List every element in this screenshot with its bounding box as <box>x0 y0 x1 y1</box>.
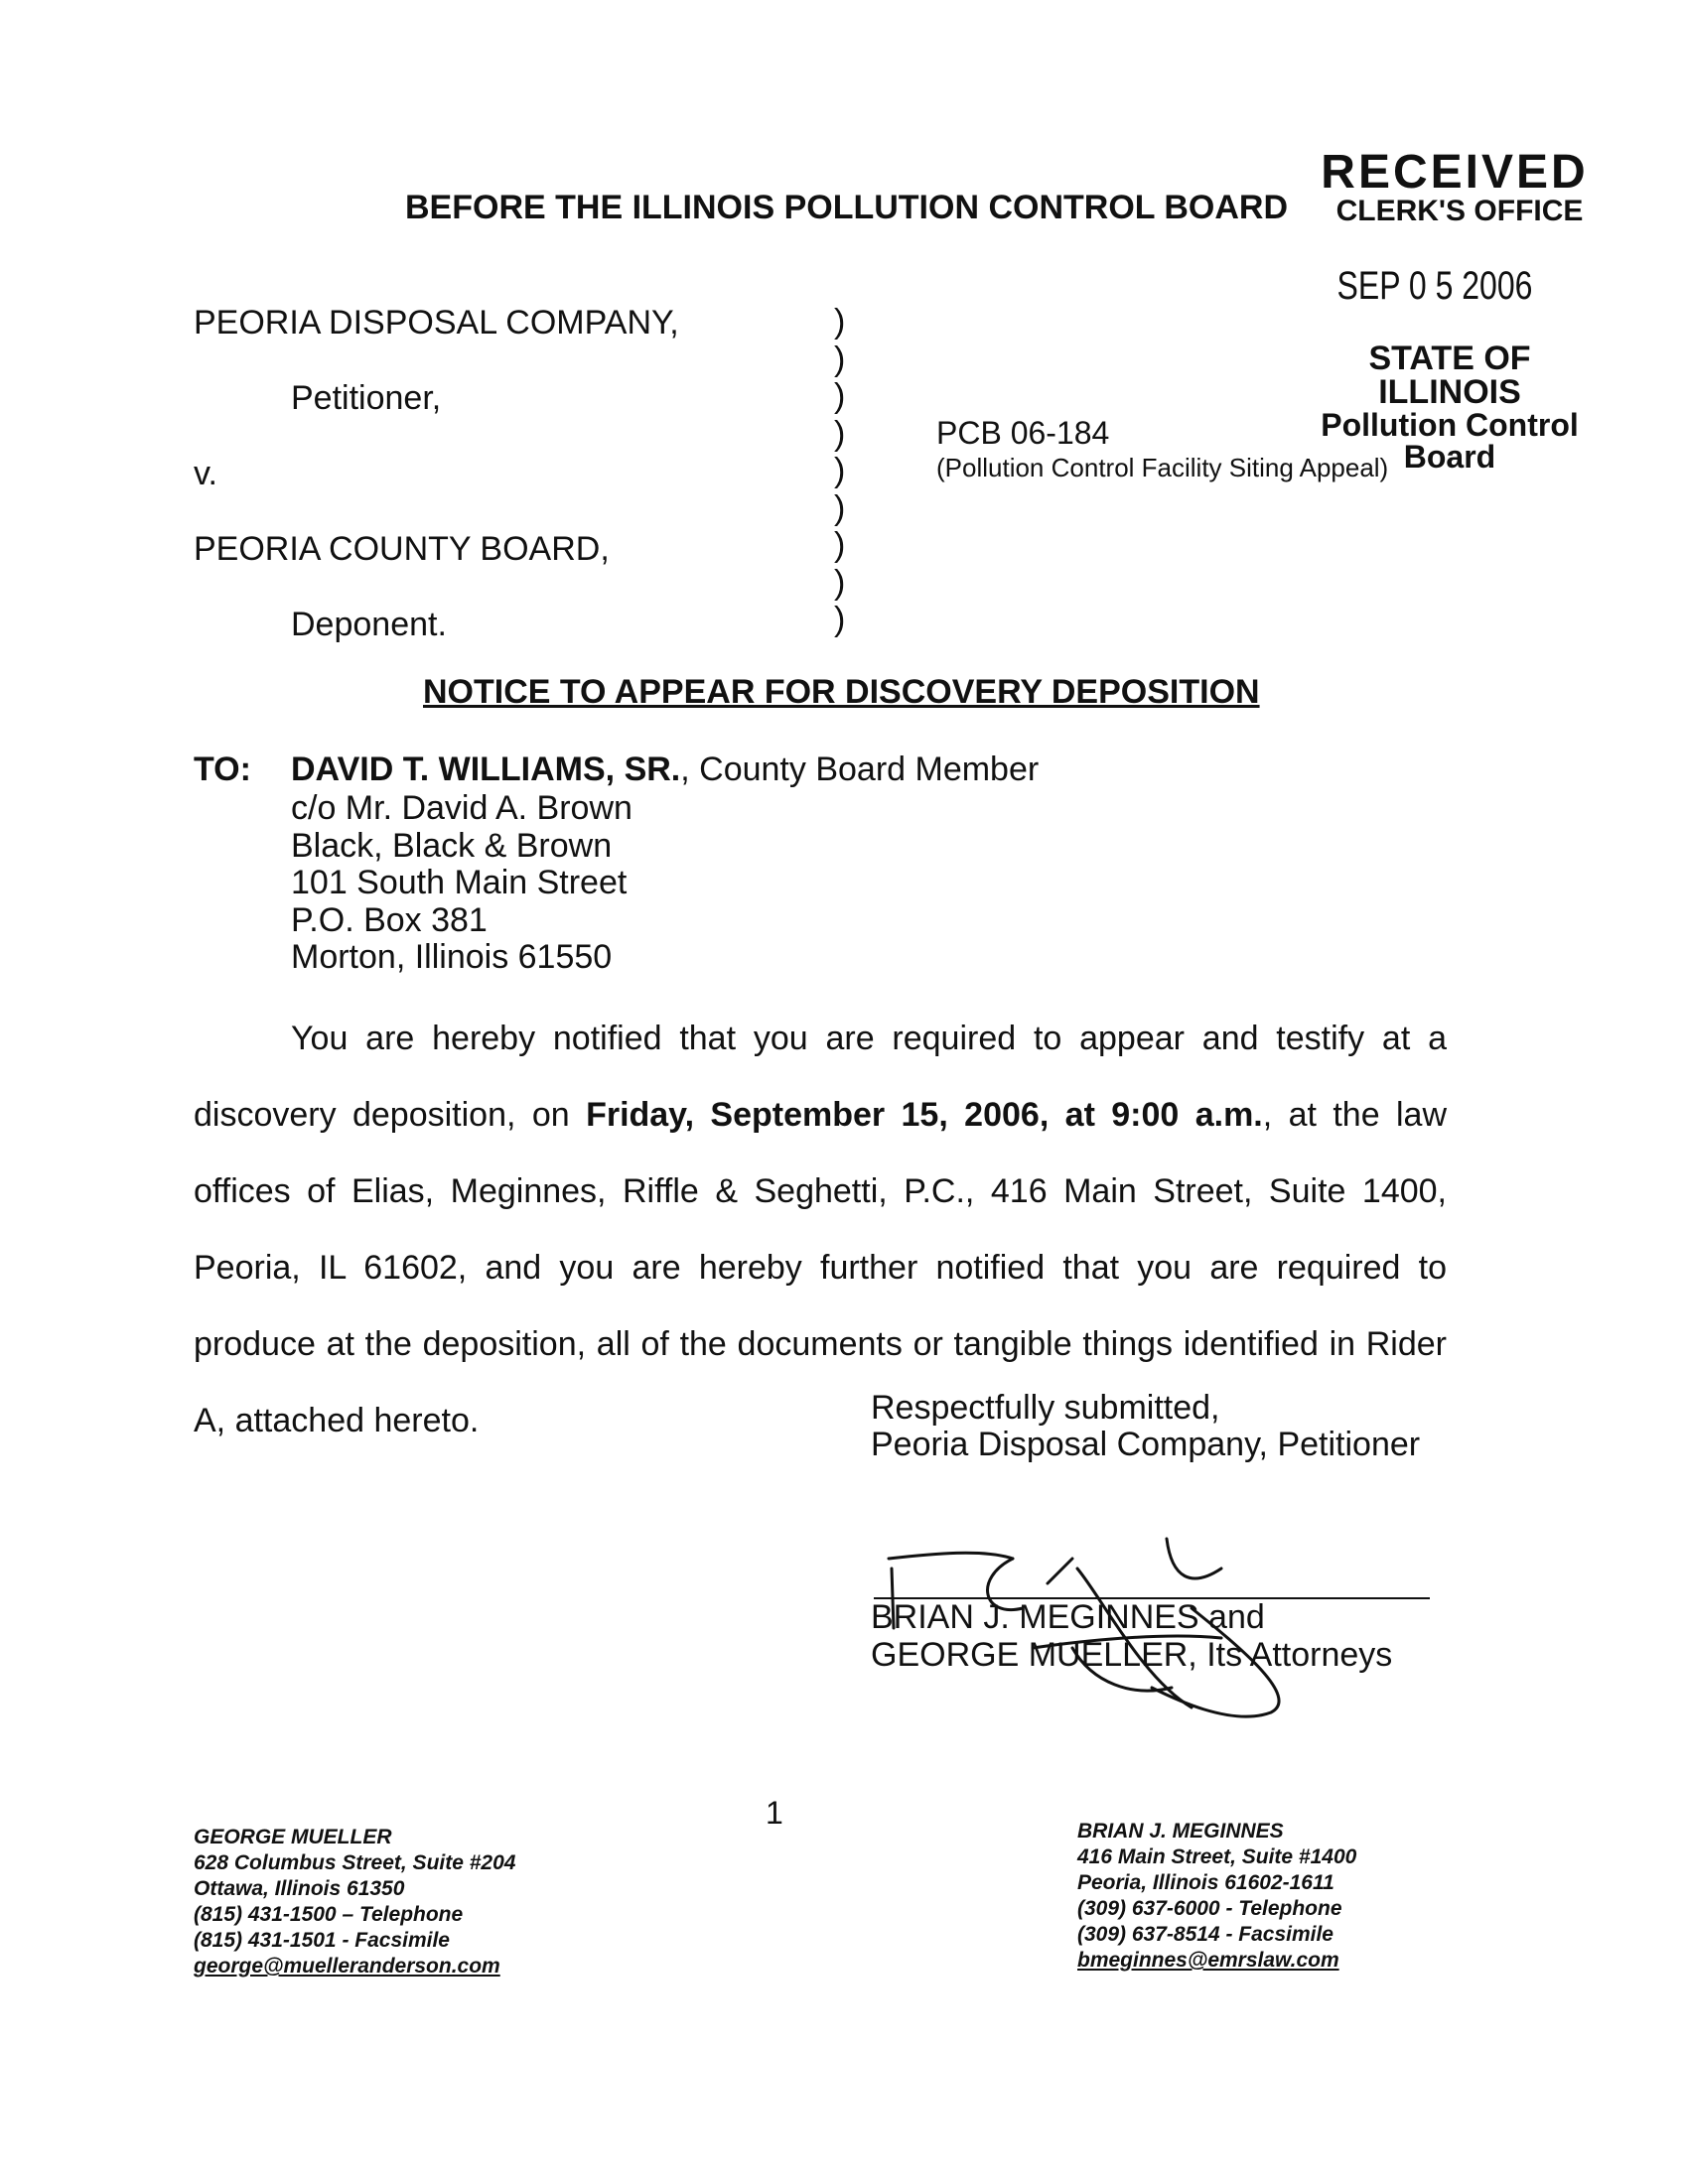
page-title: BEFORE THE ILLINOIS POLLUTION CONTROL BOARD <box>405 189 1289 226</box>
recipient-line <box>291 752 1039 786</box>
stamp-received: RECEIVED <box>1321 146 1589 199</box>
footer-right-phone: (309) 637-6000 - Telephone <box>1077 1897 1342 1920</box>
page-number: 1 <box>766 1795 783 1831</box>
versus-label: v. <box>194 455 217 492</box>
footer-right-city: Peoria, Illinois 61602-1611 <box>1077 1871 1334 1894</box>
body-text-1: You are hereby notified that you are required to appear and testify at a discovery deposition, on <box>194 1020 1447 1134</box>
petitioner-role: Petitioner, <box>291 379 442 417</box>
recipient-name: DAVID T. WILLIAMS, SR. <box>291 751 681 788</box>
footer-left-city: Ottawa, Illinois 61350 <box>194 1877 405 1900</box>
address-line: Morton, Illinois 61550 <box>291 938 613 976</box>
respondent-role: Deponent. <box>291 606 447 643</box>
footer-left-email-link[interactable]: george@muelleranderson.com <box>194 1955 500 1978</box>
paren: ) <box>834 526 846 564</box>
to-label: TO: <box>194 751 251 788</box>
paren: ) <box>834 563 846 602</box>
footer-right <box>1077 1819 1356 1974</box>
received-stamp <box>1261 146 1599 475</box>
footer-right-name: BRIAN J. MEGINNES <box>1077 1820 1284 1843</box>
footer-left-fax: (815) 431-1501 - Facsimile <box>194 1929 450 1952</box>
footer-left-name: GEORGE MUELLER <box>194 1826 392 1848</box>
stamp-clerk-office: CLERK'S OFFICE <box>1335 195 1584 227</box>
address-line: c/o Mr. David A. Brown <box>291 789 632 827</box>
body-text-2: , at the law offices of Elias, Meginnes, Riffle & Seghetti, P.C., 416 Main Street, Suite 1400, Peoria, IL 61602, and you are hereby further notified that you are required to produce at the deposition, all of the documents or tangible things identified in Rider A, attached hereto. <box>194 1096 1448 1439</box>
case-number: PCB 06-184 <box>936 415 1110 451</box>
address-line: Black, Black & Brown <box>291 826 613 865</box>
respondent-name: PEORIA COUNTY BOARD, <box>194 530 610 568</box>
case-type: (Pollution Control Facility Siting Appeal) <box>936 453 1389 482</box>
footer-right-fax: (309) 637-8514 - Facsimile <box>1077 1923 1333 1946</box>
paren: ) <box>834 601 846 638</box>
footer-left-street: 628 Columbus Street, Suite #204 <box>194 1851 516 1874</box>
paren: ) <box>834 414 846 453</box>
footer-right-email-link[interactable]: bmeginnes@emrslaw.com <box>1077 1949 1339 1972</box>
attorney-line-2: GEORGE MUELLER, Its Attorneys <box>871 1636 1393 1674</box>
petitioner-name: PEORIA DISPOSAL COMPANY, <box>194 304 679 341</box>
footer-left-phone: (815) 431-1500 – Telephone <box>194 1903 464 1926</box>
address-line: P.O. Box 381 <box>291 900 488 939</box>
paren: ) <box>834 452 846 489</box>
paren: ) <box>834 377 846 415</box>
recipient-address <box>291 790 632 977</box>
signature-block <box>871 1390 1420 1463</box>
footer-left <box>194 1825 515 1979</box>
footer-right-street: 416 Main Street, Suite #1400 <box>1077 1845 1357 1868</box>
stamp-board: Pollution Control Board <box>1321 407 1579 475</box>
paren: ) <box>834 303 846 341</box>
stamp-state: STATE OF ILLINOIS <box>1368 340 1531 411</box>
address-line: 101 South Main Street <box>291 864 628 901</box>
closing: Respectfully submitted, <box>871 1389 1220 1427</box>
signing-party: Peoria Disposal Company, Petitioner <box>871 1426 1421 1463</box>
recipient-role: , County Board Member <box>680 751 1040 788</box>
notice-title: NOTICE TO APPEAR FOR DISCOVERY DEPOSITION <box>423 673 1260 711</box>
caption-parentheses <box>834 304 845 639</box>
paren: ) <box>834 488 846 527</box>
paren: ) <box>834 340 846 378</box>
deposition-datetime: Friday, September 15, 2006, at 9:00 a.m. <box>586 1096 1263 1134</box>
attorney-line-1: BRIAN J. MEGINNES and <box>871 1598 1265 1636</box>
stamp-date: SEP 0 5 2006 <box>1336 264 1533 308</box>
